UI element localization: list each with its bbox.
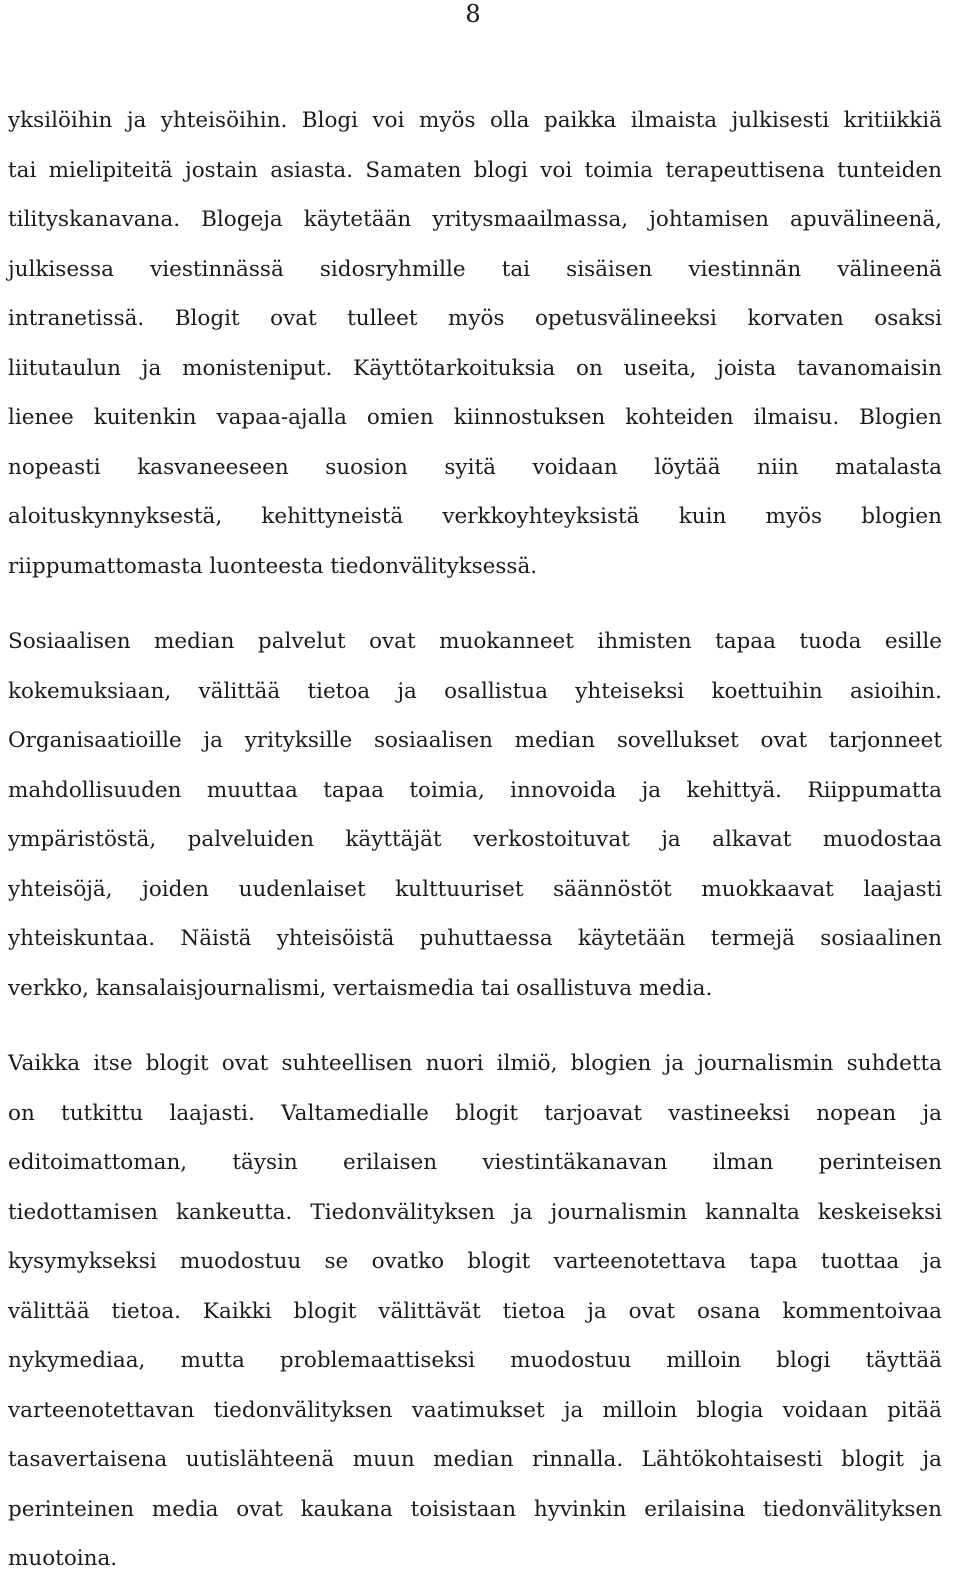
text-line: on tutkittu laajasti. Valtamedialle blogit tarjoavat vastineeksi nopean ja	[8, 1100, 942, 1126]
text-line: mahdollisuuden muuttaa tapaa toimia, innovoida ja kehittyä. Riippumatta	[8, 777, 942, 803]
paragraph-blogs-and-journalism	[8, 1039, 942, 1584]
paragraph-blog-uses	[8, 96, 942, 591]
text-line: tiedottamisen kankeutta. Tiedonvälityksen ja journalismin kannalta keskeiseksi	[8, 1199, 942, 1225]
paragraph-social-media-services	[8, 617, 942, 1013]
text-line: Vaikka itse blogit ovat suhteellisen nuori ilmiö, blogien ja journalismin suhdetta	[8, 1051, 942, 1076]
text-line: aloituskynnyksestä, kehittyneistä verkkoyhteyksistä kuin myös blogien	[8, 504, 942, 529]
text-line: tasavertaisena uutislähteenä muun median rinnalla. Lähtökohtaisesti blogit ja	[8, 1447, 942, 1472]
text-line: Organisaatioille ja yrityksille sosiaalisen median sovellukset ovat tarjonneet	[8, 728, 942, 753]
text-line: editoimattoman, täysin erilaisen viestintäkanavan ilman perinteisen	[8, 1150, 942, 1175]
text-line: intranetissä. Blogit ovat tulleet myös opetusvälineeksi korvaten osaksi	[8, 306, 942, 331]
text-line: varteenotettavan tiedonvälityksen vaatimukset ja milloin blogia voidaan pitää	[8, 1397, 942, 1423]
text-line: tai mielipiteitä jostain asiasta. Samaten blogi voi toimia terapeuttisena tunteiden	[8, 157, 942, 183]
text-line: yhteiskuntaa. Näistä yhteisöistä puhuttaessa käytetään termejä sosiaalinen	[8, 926, 942, 951]
text-line: muotoina.	[8, 1546, 118, 1571]
text-line: välittää tietoa. Kaikki blogit välittävät tietoa ja ovat osana kommentoivaa	[8, 1298, 942, 1324]
text-line: Sosiaalisen median palvelut ovat muokanneet ihmisten tapaa tuoda esille	[8, 629, 942, 654]
text-line: tilityskanavana. Blogeja käytetään yritysmaailmassa, johtamisen apuvälineenä,	[8, 207, 942, 232]
text-line: kokemuksiaan, välittää tietoa ja osallistua yhteiseksi koettuihin asioihin.	[8, 678, 942, 704]
document-body	[8, 96, 942, 1584]
text-line: yhteisöjä, joiden uudenlaiset kulttuuriset säännöstöt muokkaavat laajasti	[8, 876, 942, 902]
text-line: nopeasti kasvaneeseen suosion syitä voidaan löytää niin matalasta	[8, 454, 942, 480]
text-line: perinteinen media ovat kaukana toisistaan hyvinkin erilaisina tiedonvälityksen	[8, 1496, 942, 1522]
page-number: 8	[465, 0, 481, 28]
text-line: ympäristöstä, palveluiden käyttäjät verkostoituvat ja alkavat muodostaa	[8, 827, 942, 852]
text-line: verkko, kansalaisjournalismi, vertaismedia tai osallistuva media.	[8, 975, 713, 1001]
text-line: julkisessa viestinnässä sidosryhmille tai sisäisen viestinnän välineenä	[8, 256, 942, 282]
text-line: kysymykseksi muodostuu se ovatko blogit varteenotettava tapa tuottaa ja	[8, 1249, 942, 1274]
text-line: nykymediaa, mutta problemaattiseksi muodostuu milloin blogi täyttää	[8, 1348, 942, 1373]
text-line: riippumattomasta luonteesta tiedonvälityksessä.	[8, 553, 538, 579]
text-line: yksilöihin ja yhteisöihin. Blogi voi myös olla paikka ilmaista julkisesti kritiikkiä	[8, 108, 942, 133]
text-line: lienee kuitenkin vapaa-ajalla omien kiinnostuksen kohteiden ilmaisu. Blogien	[8, 405, 942, 430]
text-line: liitutaulun ja monisteniput. Käyttötarkoituksia on useita, joista tavanomaisin	[8, 355, 942, 381]
